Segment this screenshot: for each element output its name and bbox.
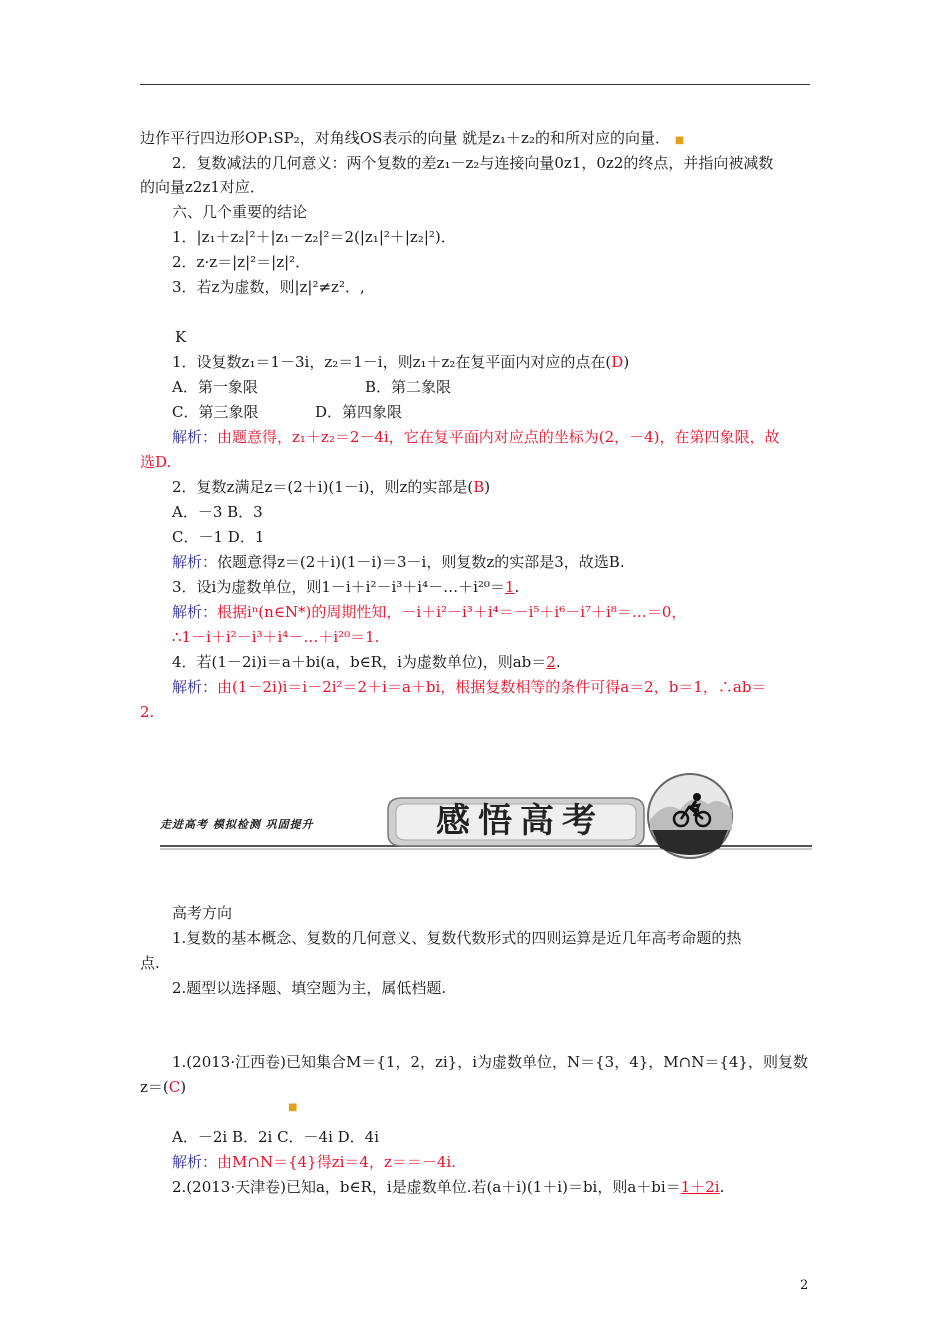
- options: A．－2i B．2i C．－4i D．4i: [172, 1128, 380, 1146]
- jiexi-label: 解析：: [172, 1153, 218, 1171]
- section-heading: 六、几个重要的结论: [172, 203, 308, 221]
- jiexi-label: 解析：: [172, 603, 218, 621]
- question-stem: [172, 352, 629, 372]
- banner-subtitle: 走进高考 模拟检测 巩固提升: [160, 818, 314, 831]
- stem-text: z＝(: [140, 1078, 169, 1096]
- cyclist-icon: [672, 792, 712, 828]
- paragraph: 2.题型以选择题、填空题为主，属低档题.: [172, 979, 447, 997]
- option: B．第二象限: [365, 378, 452, 396]
- text-line: [140, 128, 684, 151]
- top-rule: [140, 84, 810, 85]
- option: A．第一象限: [172, 378, 258, 396]
- banner-title: 感悟高考: [436, 801, 604, 841]
- answer: C: [168, 1078, 181, 1096]
- list-item: 1．|z₁＋z₂|²＋|z₁－z₂|²＝2(|z₁|²＋|z₂|²)．: [172, 228, 456, 246]
- option: A．－3 B．3: [172, 503, 263, 521]
- stem-text: 2.(2013·天津卷)已知a，b∈R，i是虚数单位.若(a＋i)(1＋i)＝bi，则a＋bi＝: [172, 1178, 681, 1196]
- text-line: 2．复数减法的几何意义：两个复数的差z₁－z₂与连接向量0z1，0z2的终点，并指向被减数: [172, 154, 774, 172]
- stem-end: .: [514, 578, 520, 596]
- stem-end: .: [719, 1178, 725, 1196]
- question-stem: 1.(2013·江西卷)已知集合M＝{1，2，zi}，i为虚数单位，N＝{3，4}，M∩N＝{4}，则复数: [172, 1053, 808, 1071]
- answer: 2: [546, 653, 556, 671]
- solution: [172, 427, 780, 447]
- question-stem: [172, 1177, 724, 1197]
- text: 边作平行四边形OP₁SP₂，对角线OS表示的向量 就是z₁＋z₂的和所对应的向量．: [140, 129, 670, 147]
- stray-mark: ■: [674, 135, 685, 146]
- solution: [172, 1152, 456, 1172]
- section-banner: [160, 768, 812, 860]
- jiexi-label: 解析：: [172, 678, 218, 696]
- stem-end: .: [555, 653, 561, 671]
- question-stem: [172, 652, 561, 672]
- solution: [172, 602, 686, 622]
- stem-text: 3．设i为虚数单位，则1－i＋i²－i³＋i⁴－…＋i²⁰＝: [172, 578, 505, 596]
- jiexi-label: 解析：: [172, 553, 218, 571]
- stem-end: ): [180, 1078, 187, 1096]
- solution: [172, 552, 625, 572]
- stray-mark: ■: [288, 1102, 298, 1113]
- solution-text: 由题意得，z₁＋z₂＝2－4i，它在复平面内对应点的坐标为(2，－4)，在第四象限，故: [217, 428, 780, 446]
- option: C．第三象限: [172, 403, 259, 421]
- option: C．－1 D．1: [172, 528, 265, 546]
- solution-text: 依题意得z＝(2＋i)(1－i)＝3－i，则复数z的实部是3，故选B.: [217, 553, 625, 571]
- section-heading: 高考方向: [172, 904, 233, 922]
- text-line: 的向量z2z1对应．: [140, 178, 265, 196]
- list-item: 2．z·z＝|z|²＝|z|²．: [172, 253, 311, 271]
- page-number: 2: [800, 1278, 809, 1293]
- paragraph: 1.复数的基本概念、复数的几何意义、复数代数形式的四则运算是近几年高考命题的热: [172, 929, 742, 947]
- question-stem: [172, 477, 490, 497]
- paragraph-cont: 点.: [140, 954, 160, 972]
- answer: 1: [504, 578, 515, 596]
- solution-cont: 2.: [140, 703, 155, 721]
- answer: B: [473, 478, 485, 496]
- solution: [172, 677, 766, 697]
- answer: 1＋2i: [680, 1178, 720, 1196]
- question-stem-cont: [140, 1077, 186, 1097]
- solution-text: 由M∩N＝{4}得zi＝4，z＝＝－4i.: [217, 1153, 456, 1171]
- solution-cont: 选D.: [140, 453, 172, 471]
- option: D．第四象限: [315, 403, 403, 421]
- stem-end: ): [484, 478, 491, 496]
- solution-text: 根据iⁿ(n∈N*)的周期性知，－i＋i²－i³＋i⁴＝－i⁵＋i⁶－i⁷＋i⁸＝…＝0，: [217, 603, 687, 621]
- question-stem: [172, 577, 519, 597]
- stem-text: 1．设复数z₁＝1－3i，z₂＝1－i，则z₁＋z₂在复平面内对应的点在(: [172, 353, 612, 371]
- list-item: 3．若z为虚数，则|z|²≠z²．,: [172, 278, 365, 296]
- solution-text: 由(1－2i)i＝i－2i²＝2＋i＝a＋bi，根据复数相等的条件可得a＝2，b＝1，∴ab＝: [217, 678, 767, 696]
- k-label: K: [175, 328, 187, 346]
- answer: D: [611, 353, 624, 371]
- stem-text: 4．若(1－2i)i＝a＋bi(a，b∈R，i为虚数单位)，则ab＝: [172, 653, 547, 671]
- jiexi-label: 解析：: [172, 428, 218, 446]
- stem-text: 2．复数z满足z＝(2＋i)(1－i)，则z的实部是(: [172, 478, 474, 496]
- stem-end: ): [623, 353, 630, 371]
- solution-cont: ∴1－i＋i²－i³＋i⁴－…＋i²⁰＝1.: [172, 628, 380, 646]
